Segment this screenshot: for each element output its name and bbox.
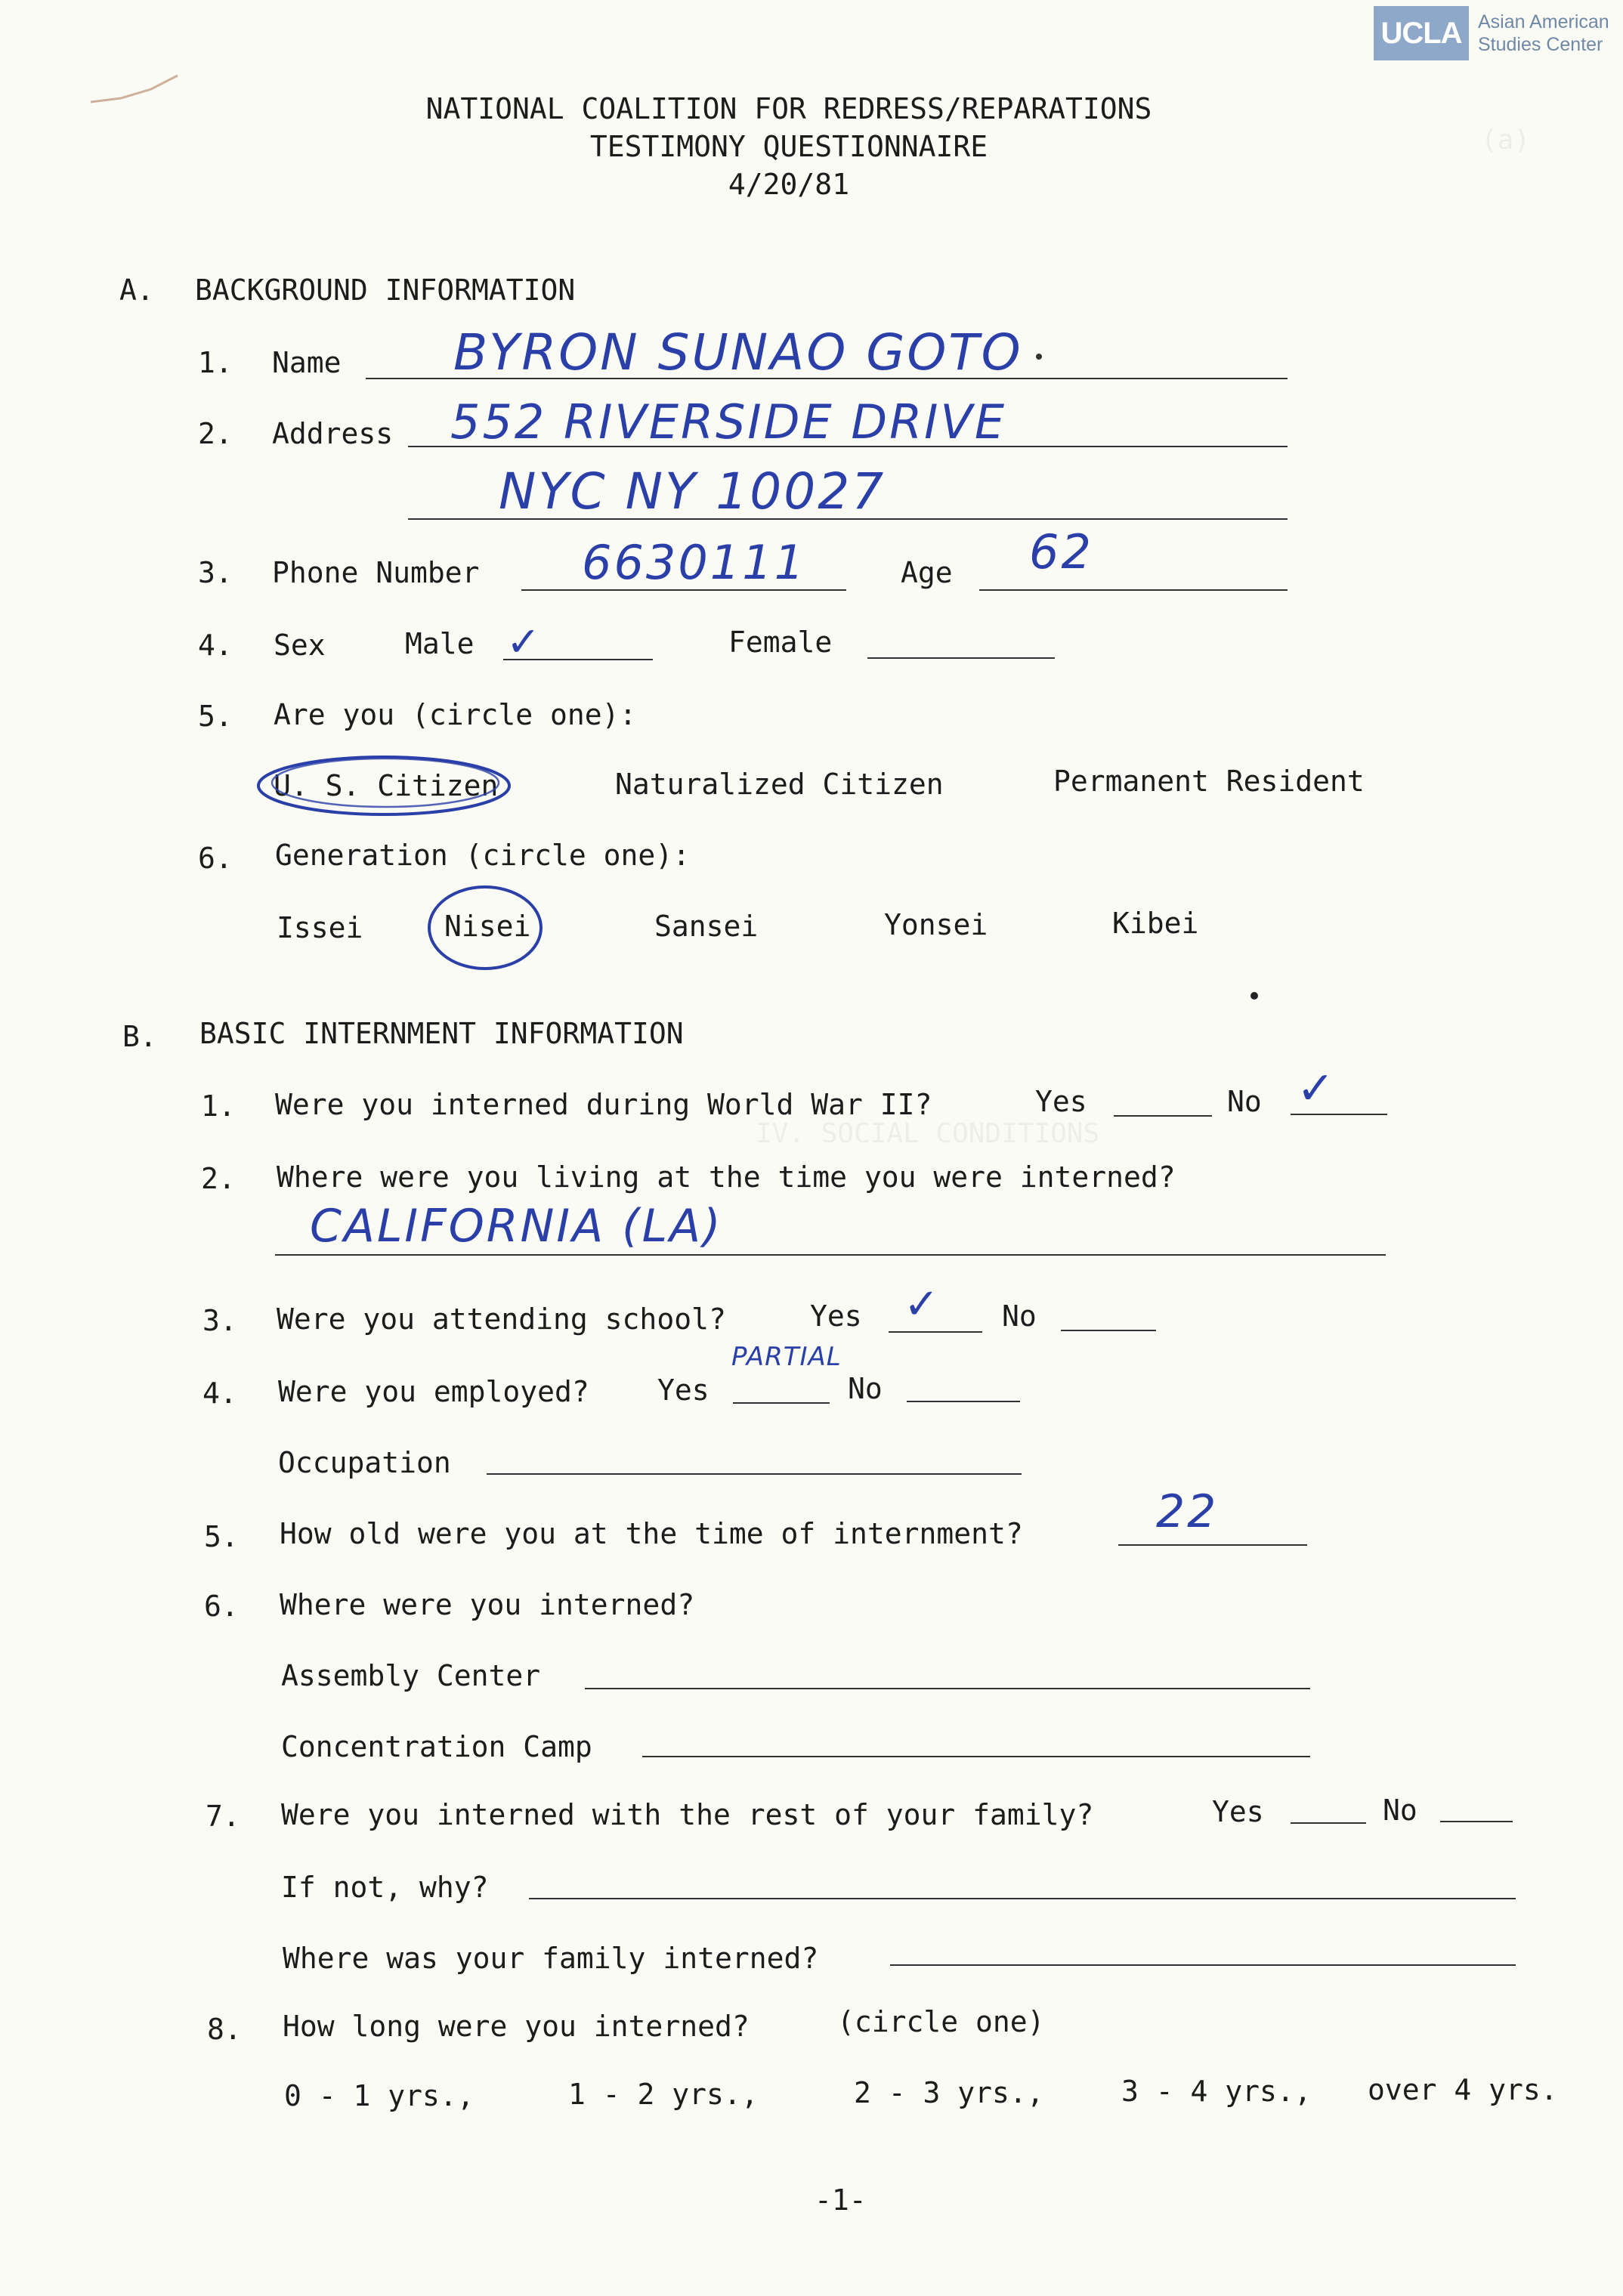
b4-number: 4.	[202, 1377, 237, 1410]
b8-number: 8.	[207, 2013, 242, 2046]
a3-label: Phone Number	[272, 556, 480, 589]
occupation-label: Occupation	[278, 1446, 451, 1479]
b3-yes-check-mark: ✓	[904, 1280, 941, 1329]
page-number: -1-	[815, 2183, 867, 2217]
citizenship-option-naturalized: Naturalized Citizen	[615, 768, 944, 801]
b2-label: Where were you living at the time you were interned?	[277, 1160, 1176, 1194]
document-title: NATIONAL COALITION FOR REDRESS/REPARATIONS	[425, 92, 1152, 125]
generation-option-issei: Issei	[277, 911, 363, 944]
b2-number: 2.	[201, 1162, 236, 1195]
duration-option-1-2: 1 - 2 yrs.,	[568, 2078, 759, 2111]
duration-option-3-4: 3 - 4 yrs.,	[1121, 2075, 1312, 2108]
ink-dot	[1250, 992, 1258, 1000]
generation-option-sansei: Sansei	[654, 910, 759, 943]
duration-option-2-3: 2 - 3 yrs.,	[854, 2076, 1044, 2109]
b8-hint: (circle one)	[837, 2005, 1045, 2038]
address-answer-line2: NYC NY 10027	[499, 462, 886, 521]
duration-option-0-1: 0 - 1 yrs.,	[284, 2079, 475, 2112]
b4-yes-note: PARTIAL	[731, 1342, 842, 1372]
b6-number: 6.	[204, 1590, 239, 1623]
section-a-title: BACKGROUND INFORMATION	[195, 273, 576, 307]
a1-label: Name	[272, 346, 342, 379]
b5-number: 5.	[204, 1520, 239, 1553]
b5-answer: 22	[1156, 1485, 1219, 1538]
b1-no-check-mark: ✓	[1297, 1062, 1337, 1115]
b7-number: 7.	[206, 1800, 240, 1833]
section-b-letter: B.	[122, 1020, 157, 1053]
document-subtitle: TESTIMONY QUESTIONNAIRE	[589, 130, 988, 163]
address-answer-line1: 552 RIVERSIDE DRIVE	[450, 394, 1007, 450]
b7-yes-label: Yes	[1212, 1795, 1264, 1828]
b3-no-label: No	[1002, 1299, 1037, 1333]
b3-number: 3.	[202, 1304, 237, 1337]
ucla-logo: UCLA	[1374, 6, 1469, 60]
name-answer: BYRON SUNAO GOTO	[453, 323, 1023, 382]
b3-yes-label: Yes	[810, 1299, 862, 1333]
logo-line1: Asian American	[1478, 11, 1609, 32]
b1-label: Were you interned during World War II?	[275, 1088, 932, 1121]
generation-option-yonsei: Yonsei	[884, 908, 988, 941]
a2-number: 2.	[198, 417, 233, 450]
citizenship-option-permanent-resident: Permanent Resident	[1053, 765, 1365, 798]
phone-answer: 6630111	[582, 535, 807, 590]
us-citizen-circle-overstroke	[272, 759, 499, 807]
nisei-circle	[429, 887, 541, 969]
generation-option-nisei: Nisei	[444, 910, 531, 943]
b1-no-label: No	[1227, 1085, 1262, 1118]
age-answer: 62	[1029, 524, 1093, 579]
section-b-title: BASIC INTERNMENT INFORMATION	[199, 1017, 684, 1050]
a4-number: 4.	[198, 629, 233, 662]
b1-number: 1.	[201, 1089, 236, 1123]
male-check-mark: ✓	[506, 618, 543, 666]
b4-no-label: No	[848, 1372, 883, 1405]
concentration-camp-label: Concentration Camp	[281, 1730, 592, 1763]
us-citizen-circle	[258, 757, 509, 814]
a1-number: 1.	[198, 346, 233, 379]
section-a-letter: A.	[119, 273, 154, 307]
b6-label: Where were you interned?	[280, 1588, 695, 1621]
duration-option-over-4: over 4 yrs.	[1368, 2073, 1558, 2106]
b7-label: Were you interned with the rest of your family?	[281, 1798, 1094, 1831]
male-label: Male	[405, 627, 475, 660]
family-interned-label: Where was your family interned?	[283, 1942, 819, 1975]
age-label: Age	[901, 556, 953, 589]
a2-label: Address	[272, 417, 394, 450]
if-not-why-label: If not, why?	[281, 1871, 489, 1904]
a4-label: Sex	[274, 629, 326, 662]
a5-label: Are you (circle one):	[274, 698, 637, 731]
citizenship-option-us-citizen: U. S. Citizen	[274, 769, 499, 802]
a5-number: 5.	[198, 700, 233, 733]
bleed-through-text: IV. SOCIAL CONDITIONS	[756, 1118, 1100, 1149]
logo-line2: Studies Center	[1478, 34, 1603, 55]
a6-label: Generation (circle one):	[275, 839, 691, 872]
ink-dot	[1036, 354, 1042, 360]
b8-label: How long were you interned?	[283, 2010, 750, 2043]
b5-label: How old were you at the time of internment?	[280, 1517, 1023, 1550]
b7-no-label: No	[1383, 1794, 1417, 1827]
b4-label: Were you employed?	[278, 1375, 589, 1408]
b4-yes-label: Yes	[657, 1374, 709, 1407]
pen-mark	[91, 76, 178, 102]
a3-number: 3.	[198, 556, 233, 589]
b2-answer: CALIFORNIA (LA)	[310, 1200, 723, 1253]
document-date: 4/20/81	[728, 168, 850, 201]
generation-option-kibei: Kibei	[1112, 907, 1199, 940]
bleed-through-text: (a)	[1481, 125, 1531, 156]
female-label: Female	[728, 626, 833, 659]
a6-number: 6.	[198, 842, 233, 875]
b1-yes-label: Yes	[1035, 1085, 1087, 1118]
assembly-center-label: Assembly Center	[281, 1659, 541, 1692]
b3-label: Were you attending school?	[277, 1303, 726, 1336]
